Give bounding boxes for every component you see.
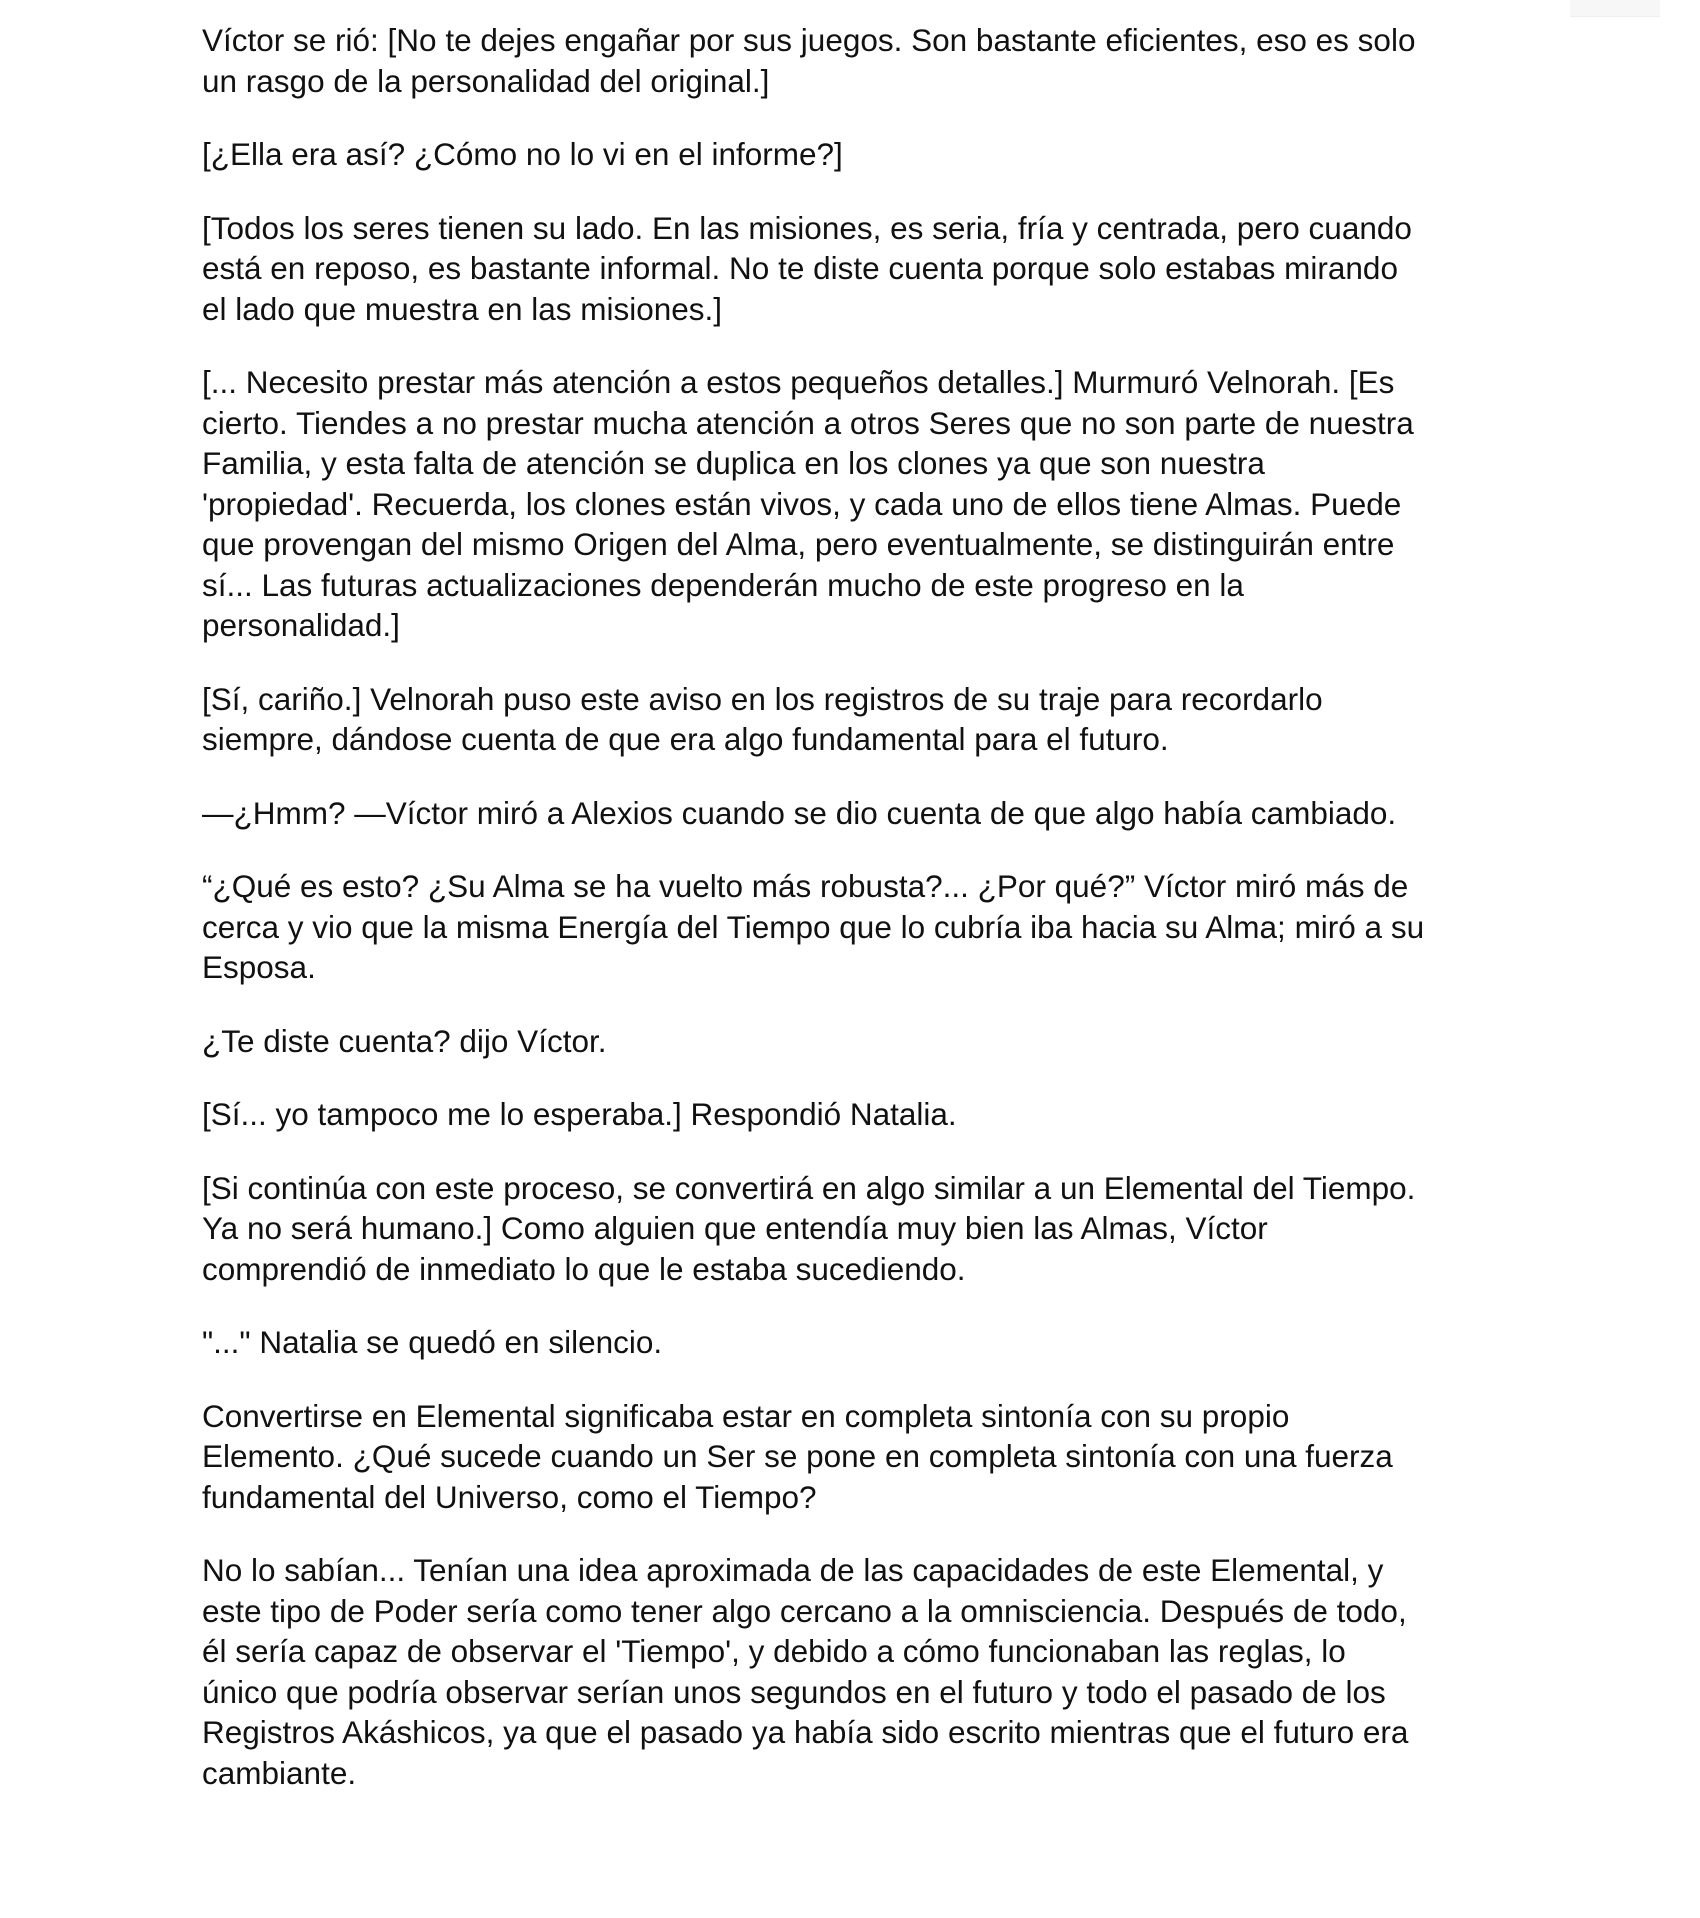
paragraph: Víctor se rió: [No te dejes engañar por sus juegos. Son bastante eficientes, eso es solo un rasgo de la personalidad del original.] [202, 22, 1416, 99]
paragraph: [Sí, cariño.] Velnorah puso este aviso en los registros de su traje para recordarlo siempre, dándose cuenta de que era algo fundamental para el futuro. [202, 680, 1323, 757]
paragraph: [Sí... yo tampoco me lo esperaba.] Respondió Natalia. [202, 1096, 957, 1132]
document-body [202, 20, 1522, 1826]
paragraph: [Si continúa con este proceso, se convertirá en algo similar a un Elemental del Tiempo. Ya no será humano.] Como alguien que entendía muy bien las Almas, Víctor comprendió de inmediato lo que le estaba sucediendo. [202, 1169, 1416, 1287]
page-corner-tab [1570, 0, 1660, 17]
paragraph: "..." Natalia se quedó en silencio. [202, 1324, 663, 1360]
paragraph: [¿Ella era así? ¿Cómo no lo vi en el informe?] [202, 136, 843, 172]
paragraph: No lo sabían... Tenían una idea aproximada de las capacidades de este Elemental, y este tipo de Poder sería como tener algo cercano a la omnisciencia. Después de todo, él sería capaz de observar el 'Tiempo', y debido a cómo funcionaban las reglas, lo único que podría observar serían unos segundos en el futuro y todo el pasado de los Registros Akáshicos, ya que el pasado ya había sido escrito mientras que el futuro era cambiante. [202, 1552, 1409, 1791]
paragraph: [... Necesito prestar más atención a estos pequeños detalles.] Murmuró Velnorah. [Es cierto. Tiendes a no prestar mucha atención a otros Seres que no son parte de nuestra Familia, y esta falta de atención se duplica en los clones ya que son nuestra 'propiedad'. Recuerda, los clones están vivos, y cada uno de ellos tiene Almas. Puede que provengan del mismo Origen del Alma, pero eventualmente, se distinguirán entre sí... Las futuras actualizaciones dependerán mucho de este progreso en la personalidad.] [202, 364, 1414, 643]
paragraph: ¿Te diste cuenta? dijo Víctor. [202, 1022, 607, 1059]
paragraph: “¿Qué es esto? ¿Su Alma se ha vuelto más robusta?... ¿Por qué?” Víctor miró más de cerca y vio que la misma Energía del Tiempo que lo cubría iba hacia su Alma; miró a su Esposa. [202, 868, 1425, 985]
paragraph: Convertirse en Elemental significaba estar en completa sintonía con su propio Elemento. ¿Qué sucede cuando un Ser se pone en completa sintonía con una fuerza fundamental del Universo, como el Tiempo? [202, 1397, 1393, 1515]
paragraph: —¿Hmm? —Víctor miró a Alexios cuando se dio cuenta de que algo había cambiado. [202, 794, 1397, 831]
paragraph: [Todos los seres tienen su lado. En las misiones, es seria, fría y centrada, pero cuando está en reposo, es bastante informal. No te diste cuenta porque solo estabas mirando el lado que muestra en las misiones.] [202, 209, 1412, 327]
